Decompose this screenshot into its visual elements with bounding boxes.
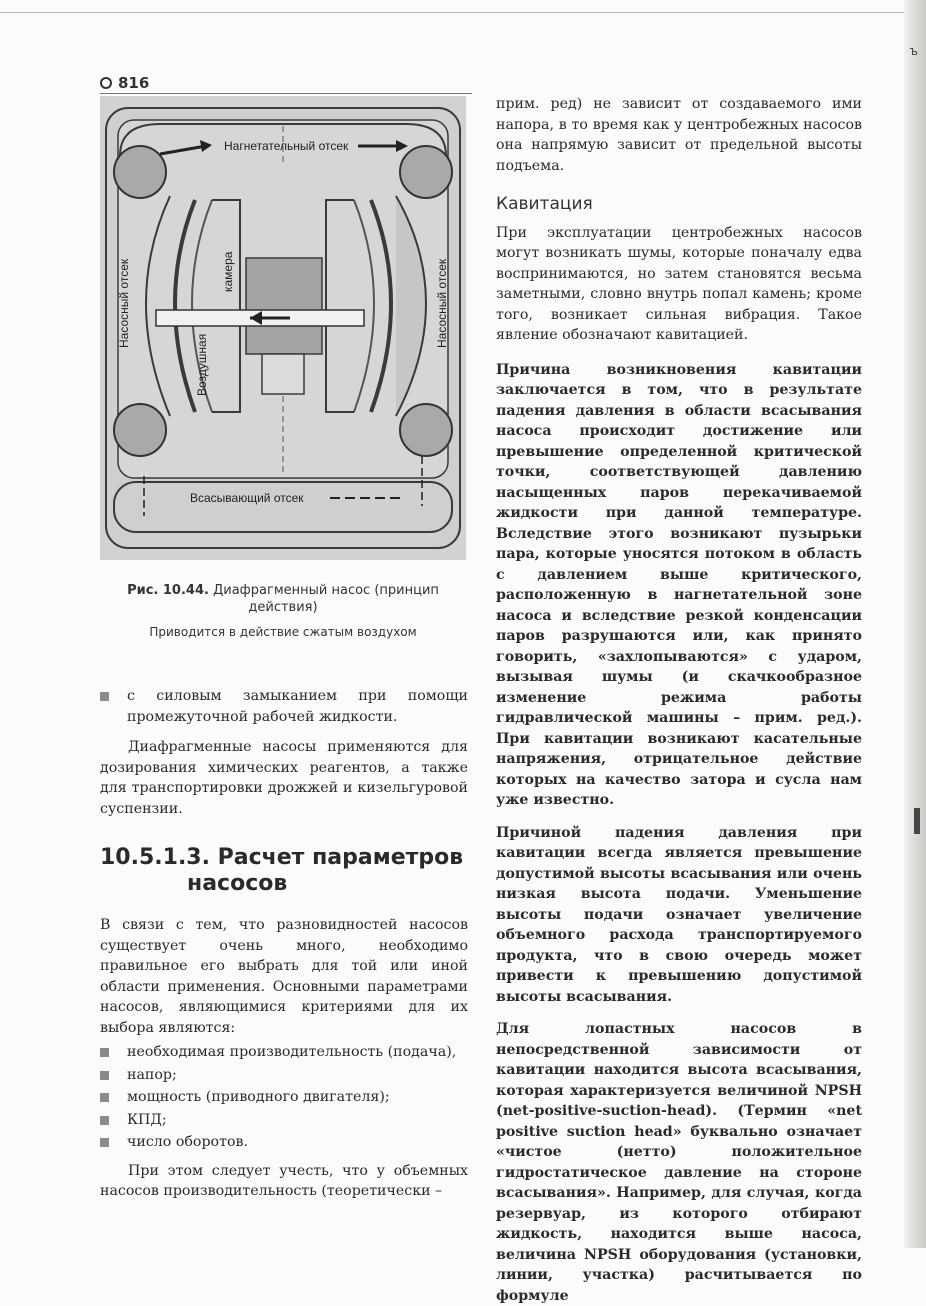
left-column: [100, 686, 468, 1202]
paragraph-continued: прим. ред) не зависит от создаваемого ими напора, в то время как у центробежных насосов она напрямую зависит от предельной высоты подъема.: [496, 96, 862, 174]
list-item: [100, 686, 468, 727]
list-item-text: напор;: [127, 1066, 177, 1083]
edge-index-tab: [914, 808, 920, 834]
list-item: [100, 1042, 468, 1063]
bullet-square-icon: [100, 1071, 109, 1080]
subheading-cavitation: Кавитация: [496, 194, 593, 214]
bullet-square-icon: [100, 692, 109, 701]
label-pump-left: Насосный отсек: [117, 258, 131, 348]
bullet-square-icon: [100, 1093, 109, 1102]
header-rule: [100, 93, 472, 94]
parameter-list: [100, 1042, 468, 1153]
list-item-text: КПД;: [127, 1111, 167, 1128]
list-item: [100, 1110, 468, 1131]
page-number-text: 816: [118, 74, 150, 92]
paragraph-uses: Диафрагменные насосы применяются для дозирования химических реагентов, а также для транспортировки дрожжей и кизельгуровой суспензии.: [100, 739, 468, 817]
bullet-square-icon: [100, 1116, 109, 1125]
caption-title: [100, 582, 466, 616]
page-number: [100, 74, 149, 92]
label-pump-right: Насосный отсек: [435, 258, 449, 348]
list-item: [100, 1087, 468, 1108]
bullet-square-icon: [100, 1138, 109, 1147]
paragraph-cavitation-3: Причиной падения давления при кавитации всегда является превышение допустимой высоты всасывания или очень низкая высота подачи. Уменьшение высоты подачи означает увеличение объемного расхода транспортируемого продукта, что в свою очередь может привести к превышению допустимой высоты всасывания.: [496, 824, 862, 1005]
heading-line2: насосов: [187, 871, 288, 896]
bullet-text: с силовым замыканием при помощи промежуточной рабочей жидкости.: [127, 688, 468, 725]
figure-caption: [100, 582, 466, 639]
page-top-edge: [0, 12, 904, 13]
list-item: [100, 1065, 468, 1086]
caption-label: Рис. 10.44.: [127, 583, 209, 598]
heading-line1: 10.5.1.3. Расчет параметров: [100, 845, 464, 870]
paragraph-last: При этом следует учесть, что у объемных насосов производительность (теоретически –: [100, 1162, 468, 1199]
paragraph-intro: В связи с тем, что разновидностей насосов существует очень много, необходимо правильное его выбрать для той или иной области применения. Основными параметрами насосов, являющимися критериями для их выбора являются:: [100, 917, 468, 1036]
label-discharge: Нагнетательный отсек: [224, 139, 349, 153]
circle-icon: [100, 77, 112, 89]
caption-subtitle: Приводится в действие сжатым воздухом: [149, 625, 417, 639]
caption-text: Диафрагменный насос (принцип действия): [213, 583, 439, 615]
paragraph-cavitation-4: Для лопастных насосов в непосредственной зависимости от кавитации находится высота всасывания, которая характеризуется величиной NPSH (net-positive-suction-head). (Термин «net positive suction head» буквально означает «чистое (нетто) положительное гидростатическое давление на стороне всасывания». Например, для случая, когда резервуар, из которого отбирают жидкость, находится выше насоса, величина NPSH оборудования (установки, линии, участка) расчитывается по формуле: [496, 1021, 862, 1304]
page-binding-shadow: [904, 0, 926, 1248]
list-item-text: необходимая производительность (подача),: [127, 1044, 457, 1060]
edge-ink-mark: ъ: [909, 44, 918, 58]
section-heading: [100, 845, 468, 897]
list-item-text: число оборотов.: [127, 1134, 248, 1150]
list-item-text: мощность (приводного двигателя);: [127, 1089, 390, 1105]
paragraph-cavitation-2: Причина возникновения кавитации заключается в том, что в результате падения давления в области всасывания насоса происходит достижение или превышение определенной критической точки, соответствующей давлению насыщенных паров перекачиваемой жидкости при данной температуре. Вследствие этого возникают пузырьки пара, которые уносятся потоком в область с давлением выше критического, расположенную в нагнетательной зоне насоса и вследствие резкой конденсации паров разрушаются или, как принято говорить, «захлопываются» с ударом, вызывая шумы (и скачкообразное изменение режима работы гидравлической машины – прим. ред.). При кавитации возникают касательные напряжения, отрицательное действие которых на качество затора и сусла нам уже известно.: [496, 361, 862, 808]
bullet-square-icon: [100, 1048, 109, 1057]
label-air-line1: Воздушная: [195, 333, 209, 396]
right-column: [496, 94, 862, 1306]
diaphragm-pump-figure: [100, 96, 466, 560]
label-suction: Всасывающий отсек: [190, 491, 304, 505]
paragraph-cavitation-1: При эксплуатации центробежных насосов могут возникать шумы, которые поначалу едва воспринимаются, но затем становятся весьма заметными, словно внутрь попал камень; кроме того, возникает сильная вибрация. Такое явление обозначают кавитацией.: [496, 224, 862, 343]
list-item: [100, 1132, 468, 1153]
pump-diagram: [100, 96, 466, 560]
label-air-line2: камера: [221, 251, 235, 292]
